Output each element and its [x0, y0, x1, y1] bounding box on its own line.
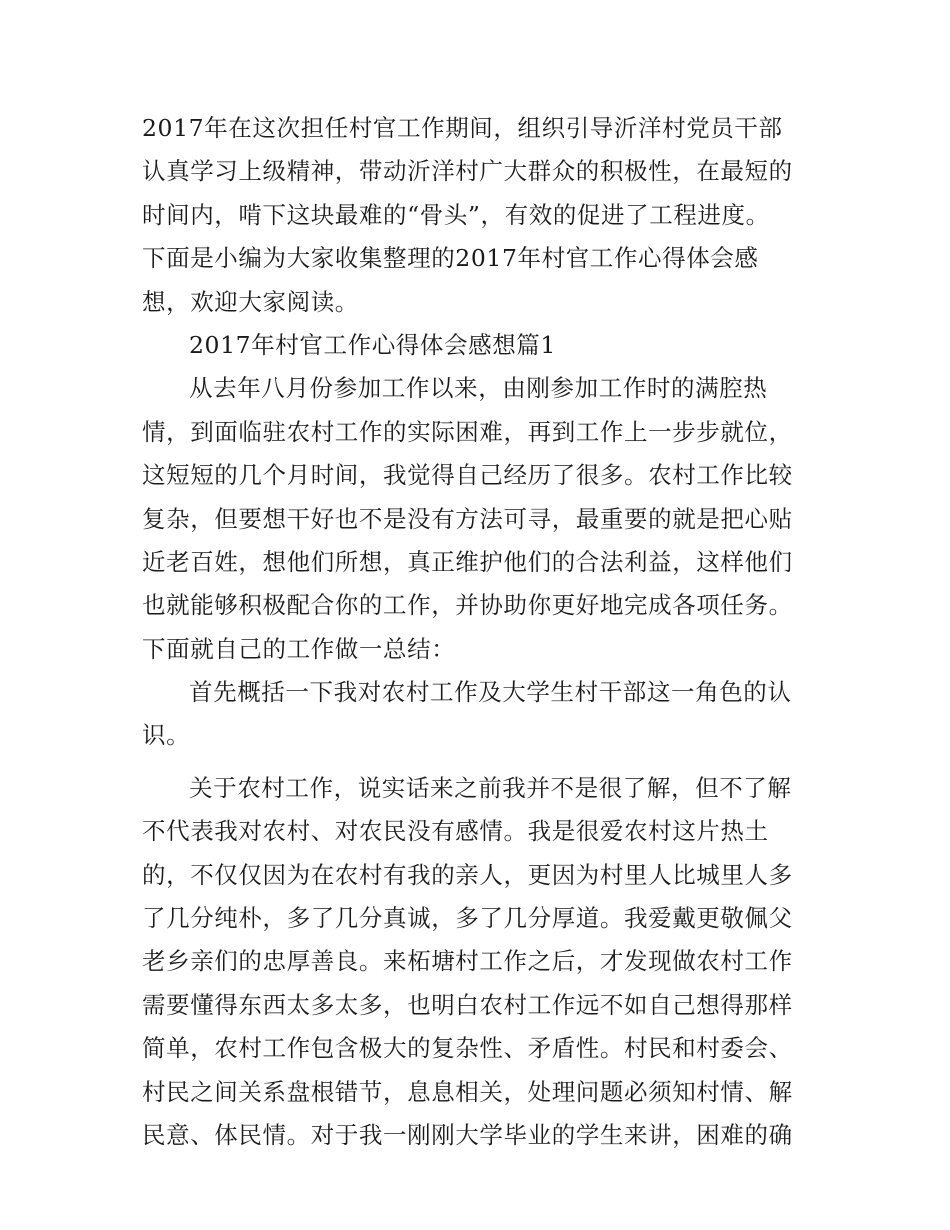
text-line: 简单，农村工作包含极大的复杂性、矛盾性。村民和村委会、 — [142, 1034, 793, 1063]
text-line: 了几分纯朴，多了几分真诚，多了几分厚道。我爱戴更敬佩父 — [142, 904, 793, 933]
text-line: 识。 — [142, 721, 191, 750]
text-line: 下面就自己的工作做一总结： — [142, 634, 456, 663]
text-line: 复杂，但要想干好也不是没有方法可寻，最重要的就是把心贴 — [142, 504, 793, 533]
text-line: 这短短的几个月时间，我觉得自己经历了很多。农村工作比较 — [142, 461, 793, 490]
text-line: 需要懂得东西太多太多，也明白农村工作远不如自己想得那样 — [142, 990, 793, 1019]
text-line: 想，欢迎大家阅读。 — [142, 287, 359, 316]
text-line: 认真学习上级精神，带动沂洋村广大群众的积极性，在最短的 — [142, 157, 793, 186]
text-line: 不代表我对农村、对农民没有感情。我是很爱农村这片热土 — [142, 817, 769, 846]
text-line: 时间内，啃下这块最难的“骨头”，有效的促进了工程进度。 — [142, 200, 770, 229]
text-line: 首先概括一下我对农村工作及大学生村干部这一角色的认 — [189, 678, 792, 707]
text-line: 也就能够积极配合你的工作，并协助你更好地完成各项任务。 — [142, 591, 793, 620]
text-line: 村民之间关系盘根错节，息息相关，处理问题必须知村情、解 — [142, 1077, 793, 1106]
text-line: 的，不仅仅因为在农村有我的亲人，更因为村里人比城里人多 — [142, 860, 793, 889]
text-line: 近老百姓，想他们所想，真正维护他们的合法利益，这样他们 — [142, 547, 793, 576]
section-heading: 2017年村官工作心得体会感想篇1 — [189, 330, 556, 359]
text-line: 下面是小编为大家收集整理的2017年村官工作心得体会感 — [142, 244, 759, 273]
text-line: 从去年八月份参加工作以来，由刚参加工作时的满腔热 — [189, 374, 768, 403]
text-line: 民意、体民情。对于我一刚刚大学毕业的学生来讲，困难的确 — [142, 1120, 793, 1149]
text-line: 情，到面临驻农村工作的实际困难，再到工作上一步步就位， — [142, 417, 793, 446]
text-line: 老乡亲们的忠厚善良。来柘塘村工作之后，才发现做农村工作 — [142, 947, 793, 976]
document-body — [142, 107, 822, 1157]
text-line: 关于农村工作，说实话来之前我并不是很了解，但不了解 — [189, 773, 792, 802]
text-line: 2017年在这次担任村官工作期间，组织引导沂洋村党员干部 — [142, 114, 783, 142]
